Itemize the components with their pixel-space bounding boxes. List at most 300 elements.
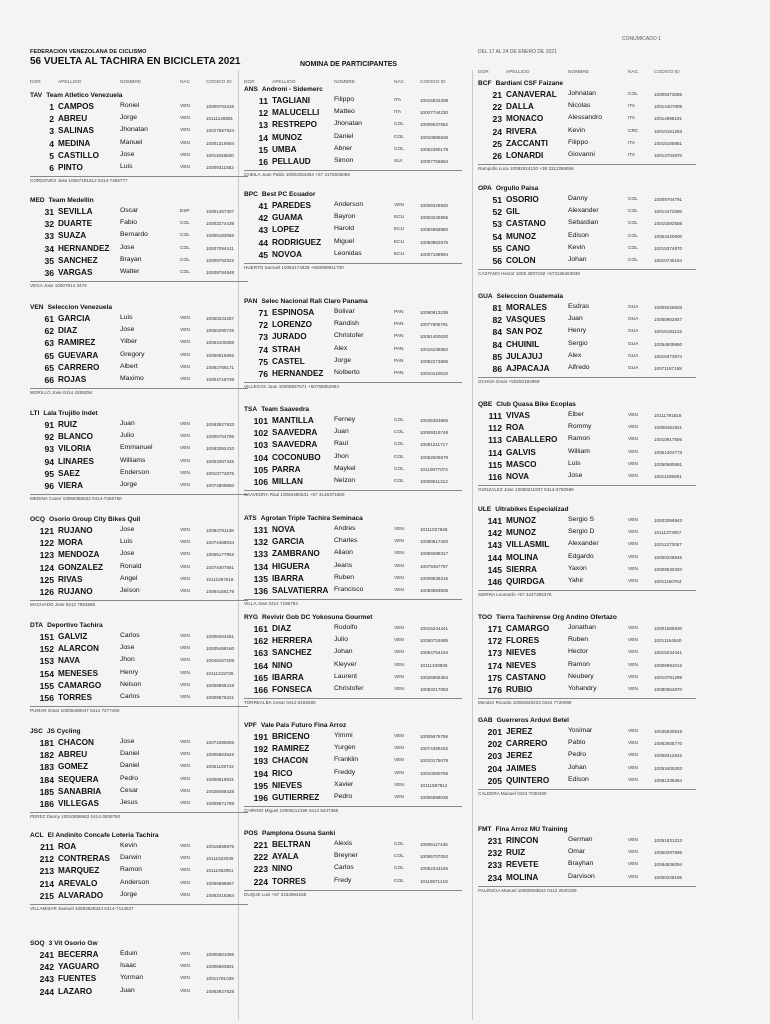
rider-firstname: Esdras <box>568 303 590 310</box>
rider-nationality: VEN <box>628 413 638 418</box>
rider-number: 112 <box>488 423 502 434</box>
rider-uci-code: 10050962847 <box>654 317 683 323</box>
rider-nationality: VEN <box>628 566 638 572</box>
team-code: SOQ <box>30 940 45 947</box>
rider-number: 22 <box>492 102 502 113</box>
rider-nationality: VEN <box>628 579 638 584</box>
rider-number: 215 <box>39 890 54 901</box>
rider-row <box>30 432 250 444</box>
rider-number: 82 <box>492 315 502 326</box>
rider-number: 84 <box>492 327 502 338</box>
rider-firstname: Jose <box>120 150 135 158</box>
rider-surname: FUENTES <box>58 974 97 984</box>
rider-nationality: PAN <box>394 322 404 328</box>
team-name: 3 Vit Osorio Gw <box>48 940 98 947</box>
rider-uci-code: 10051400030 <box>420 334 449 340</box>
rider-firstname: Sebastian <box>568 219 599 227</box>
rider-nationality: VEN <box>394 687 404 692</box>
rider-uci-code: 10011295861 <box>654 474 682 479</box>
rider-row <box>478 448 698 460</box>
rider-number: 184 <box>39 774 54 785</box>
rider-number: 181 <box>39 738 54 748</box>
rider-uci-code: 10063927628 <box>206 988 235 994</box>
rider-row <box>244 852 464 864</box>
rider-surname: IBARRA <box>272 672 304 682</box>
team-director: VILLEGAS Juan 10006837571 +50766052964 <box>244 382 462 389</box>
rider-nationality: VEN <box>180 682 190 688</box>
rider-row <box>30 102 250 114</box>
rider-row <box>30 681 250 693</box>
rider-firstname: Jorge <box>120 481 138 488</box>
rider-uci-code: 10010745154 <box>654 258 683 263</box>
rider-surname: GONZALEZ <box>58 562 104 572</box>
rider-surname: ABREU <box>58 114 88 124</box>
rider-number: 21 <box>492 90 502 100</box>
team-title <box>244 298 368 305</box>
rider-uci-code: 10074468034 <box>206 540 235 546</box>
rider-number: 164 <box>253 660 268 671</box>
rider-surname: JULAJUJ <box>506 351 543 361</box>
rider-firstname: Luis <box>120 538 133 546</box>
rider-number: 172 <box>487 636 502 647</box>
rider-row <box>244 428 464 440</box>
rider-row <box>30 363 250 375</box>
rider-nationality: VEN <box>628 729 638 734</box>
rider-uci-code: 10083962675 <box>420 239 449 245</box>
rider-row <box>30 550 250 562</box>
rider-surname: CASTANO <box>506 672 546 682</box>
rider-surname: AYALA <box>272 852 299 862</box>
rider-uci-code: 10111791518 <box>654 413 682 418</box>
rider-nationality: VEN <box>628 741 638 747</box>
rider-number: 63 <box>44 338 54 349</box>
rider-nationality: VEN <box>180 552 190 558</box>
rider-firstname: Jesus <box>120 799 138 806</box>
rider-number: 61 <box>44 314 54 324</box>
team-director: CHIRINO Miguel 10009212196 0414 5447365 <box>244 806 462 813</box>
rider-row <box>30 244 250 256</box>
rider-nationality: VEN <box>180 576 190 582</box>
rider-surname: SALVATIERRA <box>272 586 329 595</box>
rider-nationality: VEN <box>180 128 190 134</box>
rider-nationality: VEN <box>394 770 404 776</box>
rider-uci-code: 10053420600 <box>654 233 683 239</box>
rider-nationality: VEN <box>180 540 190 546</box>
rider-nationality: VEN <box>628 638 638 644</box>
rider-number: 51 <box>492 195 502 205</box>
rider-row <box>30 656 250 668</box>
rider-firstname: Alfredo <box>568 364 590 371</box>
rider-surname: RODRIGUEZ <box>272 237 322 247</box>
rider-nationality: VEN <box>180 483 190 488</box>
rider-uci-code: 10063927933 <box>206 422 235 427</box>
rider-nationality: GUA <box>628 317 639 323</box>
rider-nationality: VEN <box>180 740 190 745</box>
rider-number: 191 <box>253 732 268 742</box>
rider-firstname: Aliaon <box>334 549 353 557</box>
rider-row <box>478 661 698 673</box>
rider-firstname: Jose <box>120 738 135 745</box>
rider-firstname: Bolivar <box>334 308 355 315</box>
rider-nationality: VEN <box>628 850 638 856</box>
rider-uci-code: 10025965364 <box>420 674 449 680</box>
rider-row <box>478 435 698 447</box>
team-title <box>478 506 569 513</box>
rider-number: 186 <box>39 799 54 809</box>
rider-surname: RUIZ <box>58 420 78 429</box>
rider-uci-code: 10009311582 <box>206 165 234 170</box>
rider-firstname: Alex <box>568 351 582 359</box>
rider-nationality: COL <box>628 258 638 263</box>
rider-number: 42 <box>258 213 268 224</box>
rider-number: 92 <box>44 432 54 443</box>
rider-number: 133 <box>253 549 268 560</box>
rider-surname: CASTANO <box>506 219 546 229</box>
team-code: ATS <box>244 515 257 522</box>
team-title <box>478 826 568 833</box>
rider-firstname: Carlos <box>334 864 354 872</box>
rider-uci-code: 10004719739 <box>206 377 235 382</box>
rider-surname: SAAVEDRA <box>272 440 318 450</box>
rider-firstname: Isaac <box>120 962 137 970</box>
rider-row <box>244 586 464 598</box>
rider-row <box>244 673 464 685</box>
team-title <box>244 86 323 93</box>
rider-number: 185 <box>39 786 54 797</box>
rider-surname: ROJAS <box>58 375 87 384</box>
rider-number: 116 <box>488 472 502 482</box>
rider-row <box>30 563 250 575</box>
race-title: 56 VUELTA AL TACHIRA EN BICICLETA 2021 <box>30 55 241 67</box>
rider-nationality: VEN <box>628 687 638 692</box>
rider-firstname: Ruben <box>334 573 355 581</box>
rider-surname: GALVIZ <box>58 632 88 641</box>
rider-uci-code: 10009630340 <box>654 566 683 572</box>
rider-surname: YAGUARO <box>58 962 100 972</box>
rider-number: 132 <box>253 537 268 548</box>
rider-firstname: Emmanuel <box>120 444 153 452</box>
rider-uci-code: 10062390178 <box>420 146 449 152</box>
rider-uci-code: 10062505770 <box>654 741 683 747</box>
rider-number: 136 <box>253 586 268 596</box>
rider-row <box>244 769 464 781</box>
rider-nationality: VEN <box>628 650 638 656</box>
rider-firstname: Darwin <box>120 854 142 862</box>
rider-firstname: Henry <box>120 668 139 676</box>
rider-surname: UMBA <box>272 144 297 154</box>
rider-firstname: Jorge <box>120 890 138 898</box>
team-director: SIERRA Leonardo +57 3247355376 <box>478 590 696 597</box>
rider-uci-code: 10005764785 <box>206 434 235 440</box>
rider-firstname: Raul <box>334 440 348 448</box>
rider-firstname: Rommy <box>568 423 592 431</box>
rider-nationality: VEN <box>180 976 190 982</box>
rider-nationality: GUA <box>628 341 639 347</box>
rider-uci-code: 10084858880 <box>420 227 449 233</box>
rider-row <box>244 145 464 157</box>
rider-uci-code: 10050297896 <box>654 850 683 856</box>
team-director: PEREZ Danny 10010858682 0414-3938780 <box>30 812 248 819</box>
rider-uci-code: 10007094411 <box>206 245 234 251</box>
rider-firstname: Brayhan <box>568 860 594 868</box>
rider-row <box>30 632 250 644</box>
rider-surname: BLANCO <box>58 432 94 442</box>
rider-firstname: Ferney <box>334 416 356 423</box>
rider-surname: NOVOA <box>272 249 303 259</box>
rider-row <box>478 727 698 739</box>
team-director: CALDERA Manuel 0424 7030490 <box>478 789 696 796</box>
team-director: MEDINA Caner 10059365532 0414-7256750 <box>30 494 248 501</box>
rider-nationality: VEN <box>180 646 190 652</box>
rider-firstname: Juan <box>120 986 135 994</box>
rider-uci-code: 10074399182 <box>420 746 449 752</box>
rider-firstname: Daniel <box>120 762 140 770</box>
rider-row <box>30 114 250 126</box>
rider-row <box>30 139 250 151</box>
rider-row <box>478 327 698 339</box>
rider-surname: MORALES <box>506 303 547 312</box>
team-director: VILLAMIZAR Samuel 10053628344 0414-7114637 <box>30 904 248 911</box>
rider-row <box>478 139 698 151</box>
team-code: BPC <box>244 191 258 198</box>
rider-firstname: Freddy <box>334 768 356 776</box>
rider-firstname: Manuel <box>120 138 143 146</box>
rider-nationality: COL <box>628 209 638 215</box>
rider-number: 91 <box>44 420 54 430</box>
rider-firstname: Bernardo <box>120 231 148 239</box>
rider-surname: CASTILLO <box>58 150 99 160</box>
rider-nationality: ECU <box>394 251 405 257</box>
rider-row <box>244 525 464 537</box>
rider-firstname: Maximo <box>120 375 144 382</box>
rider-surname: RIVERA <box>506 126 537 136</box>
rider-surname: COLON <box>506 256 536 265</box>
rider-row <box>244 465 464 477</box>
rider-surname: NIEVES <box>506 660 537 670</box>
rider-number: 193 <box>253 756 268 767</box>
rider-surname: MOLINA <box>506 872 539 882</box>
rider-number: 223 <box>253 864 268 875</box>
rider-firstname: Kleyver <box>334 660 357 668</box>
rider-uci-code: 10050228846 <box>654 554 683 560</box>
rider-firstname: Enderson <box>120 468 150 476</box>
rider-surname: SEVILLA <box>58 207 93 216</box>
rider-nationality: VEN <box>394 782 404 788</box>
rider-nationality: VEN <box>628 518 638 523</box>
rider-row <box>478 303 698 315</box>
team-code: ULE <box>478 506 492 513</box>
rider-surname: JAIMES <box>506 763 537 773</box>
rider-row <box>244 477 464 489</box>
rider-surname: COCONUBO <box>272 452 321 462</box>
team-title <box>30 304 112 311</box>
rider-surname: PARRA <box>272 464 301 474</box>
team-code: RYG <box>244 614 259 621</box>
rider-nationality: COL <box>628 221 638 227</box>
rider-nationality: VEN <box>394 734 404 739</box>
rider-surname: JEREZ <box>506 727 533 736</box>
rider-nationality: VEN <box>628 461 638 467</box>
rider-row <box>244 308 464 320</box>
rider-number: 146 <box>487 577 502 587</box>
rider-nationality: ECU <box>394 227 405 233</box>
column-header-nombre: NOMBRE <box>120 80 142 85</box>
rider-uci-code: 10008819031 <box>206 776 235 782</box>
rider-row <box>30 974 250 986</box>
rider-number: 32 <box>44 219 54 230</box>
rider-uci-code: 10014704970 <box>654 153 683 158</box>
rider-surname: CHACON <box>58 738 94 747</box>
rider-row <box>478 340 698 352</box>
rider-nationality: COL <box>394 418 404 423</box>
rider-uci-code: 10053405283 <box>654 765 683 771</box>
rider-number: 45 <box>258 249 268 260</box>
rider-uci-code: 10015392558 <box>654 221 683 227</box>
rider-firstname: Pedro <box>334 793 353 800</box>
team-code: VPF <box>244 722 257 729</box>
rider-row <box>244 320 464 332</box>
team-title <box>478 401 576 408</box>
rider-surname: NINO <box>272 864 293 874</box>
rider-firstname: Alexis <box>334 840 353 847</box>
rider-number: 12 <box>258 108 268 119</box>
rider-row <box>244 562 464 574</box>
rider-firstname: Pedro <box>568 751 587 759</box>
rider-surname: SANABRIA <box>58 786 102 796</box>
rider-nationality: VEN <box>394 795 404 800</box>
rider-nationality: VEN <box>394 551 404 557</box>
rider-row <box>478 624 698 636</box>
rider-uci-code: 10111148881 <box>206 116 234 122</box>
rider-nationality: ITA <box>628 153 636 158</box>
rider-uci-code: 10009037552 <box>420 122 449 128</box>
rider-firstname: Jhonatan <box>334 120 362 128</box>
rider-row <box>478 516 698 528</box>
rider-nationality: VEN <box>394 662 404 668</box>
team-name: Selec Nacional Rali Claro Panama <box>261 298 368 305</box>
rider-number: 122 <box>39 538 54 549</box>
column-divider <box>472 70 473 1020</box>
team-title <box>30 410 98 417</box>
rider-surname: GALVIS <box>506 447 536 457</box>
rider-number: 56 <box>492 256 502 266</box>
rider-uci-code: 10079457787 <box>420 563 449 569</box>
rider-row <box>30 231 250 243</box>
rider-firstname: Jose <box>120 550 135 558</box>
rider-nationality: ITA <box>394 98 402 103</box>
rider-nationality: VEN <box>180 422 190 427</box>
rider-firstname: Johan <box>568 763 587 771</box>
rider-row <box>478 553 698 565</box>
rider-nationality: PAN <box>394 371 404 376</box>
rider-surname: SANCHEZ <box>58 255 98 265</box>
rider-nationality: COL <box>394 479 404 484</box>
rider-row <box>244 157 464 169</box>
rider-firstname: Jose <box>120 644 135 652</box>
rider-uci-code: 10010181263 <box>654 128 683 134</box>
rider-surname: MENDOZA <box>58 550 100 560</box>
rider-uci-code: 10005876786 <box>420 734 449 739</box>
rider-number: 5 <box>49 150 54 161</box>
rider-number: 104 <box>253 452 268 463</box>
rider-number: 196 <box>253 793 268 803</box>
rider-row <box>30 444 250 456</box>
rider-firstname: Daniel <box>334 132 354 140</box>
rider-uci-code: 10082273865 <box>420 358 449 364</box>
rider-row <box>478 364 698 376</box>
rider-number: 161 <box>253 624 268 634</box>
rider-nationality: VEN <box>180 152 190 158</box>
rider-firstname: Williams <box>120 456 146 464</box>
rider-surname: RUJANO <box>58 587 93 596</box>
rider-uci-code: 10052343165 <box>420 866 449 872</box>
rider-nationality: VEN <box>180 140 190 146</box>
rider-surname: SUAZA <box>58 231 87 241</box>
rider-firstname: Yurgen <box>334 744 356 752</box>
rider-row <box>244 96 464 108</box>
rider-row <box>244 332 464 344</box>
rider-nationality: VEN <box>180 352 190 358</box>
column-header-nac: NAC <box>394 80 405 85</box>
rider-surname: HERNANDEZ <box>272 369 324 378</box>
rider-nationality: VEN <box>628 530 638 536</box>
team-code: TOO <box>478 614 493 621</box>
rider-surname: AJPACAJA <box>506 364 550 373</box>
rider-uci-code: 10058312542 <box>654 753 683 759</box>
rider-nationality: COL <box>628 245 638 251</box>
rider-number: 224 <box>253 876 268 887</box>
rider-nationality: VEN <box>180 856 190 862</box>
rider-surname: QUIRDGA <box>506 577 545 586</box>
rider-firstname: Danny <box>568 195 588 202</box>
rider-row <box>30 219 250 231</box>
rider-firstname: Alexander <box>568 207 599 215</box>
rider-nationality: COL <box>628 197 638 202</box>
team-title <box>30 622 103 629</box>
team-director: MACHADO Jose 0412 7953565 <box>30 600 248 607</box>
rider-row <box>478 460 698 472</box>
rider-number: 214 <box>39 878 54 889</box>
rider-nationality: VEN <box>628 437 638 443</box>
rider-surname: BECERRA <box>58 950 99 959</box>
rider-firstname: Ramon <box>120 866 142 874</box>
rider-uci-code: 10084158179 <box>206 589 235 594</box>
rider-surname: CASTEL <box>272 356 305 366</box>
rider-number: 201 <box>487 727 502 737</box>
rider-firstname: Breyner <box>334 852 358 860</box>
team-title <box>478 80 563 87</box>
rider-nationality: VEN <box>180 670 190 676</box>
rider-firstname: Ronald <box>120 562 142 570</box>
rider-row <box>478 114 698 126</box>
rider-row <box>30 866 250 878</box>
rider-number: 162 <box>253 636 268 647</box>
rider-firstname: Jorge <box>120 114 138 122</box>
team-title <box>244 515 363 522</box>
rider-number: 114 <box>488 447 502 458</box>
rider-surname: DALLA <box>506 102 534 112</box>
team-director: OCHOA Omar +50250184959 <box>478 377 696 384</box>
rider-firstname: Maykel <box>334 464 356 472</box>
rider-firstname: Edgardo <box>568 552 594 560</box>
rider-firstname: Hector <box>568 648 589 656</box>
rider-surname: ZAMBRANO <box>272 549 320 559</box>
team-title <box>478 185 538 192</box>
rider-uci-code: 10064754154 <box>420 650 449 656</box>
rider-nationality: ESP <box>180 209 190 214</box>
rider-row <box>30 314 250 326</box>
rider-nationality: COL <box>394 854 404 860</box>
